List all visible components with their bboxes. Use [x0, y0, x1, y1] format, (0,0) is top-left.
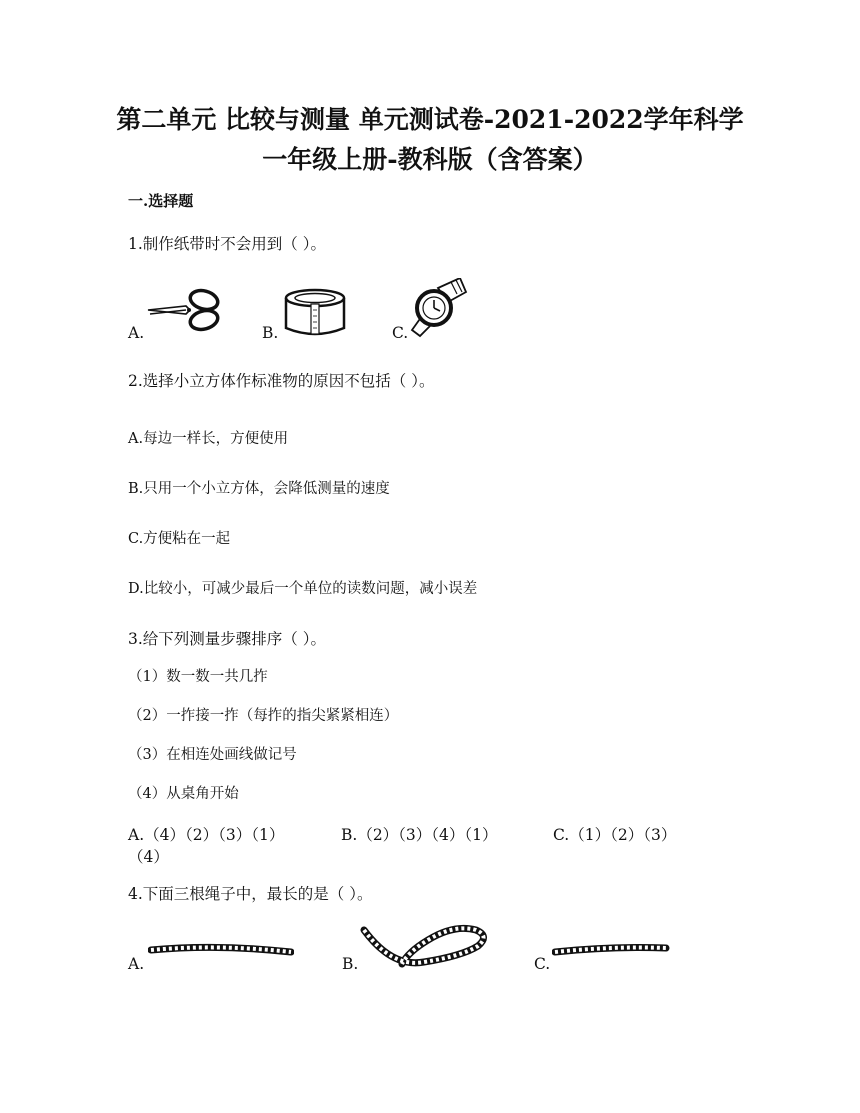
- q3-step-3: （3）在相连处画线做记号: [128, 747, 297, 763]
- q3-step-1: （1）数一数一共几拃: [128, 669, 268, 685]
- page-subtitle: 一年级上册-教科版（含答案）: [262, 145, 598, 174]
- q4-option-c-label: C.: [534, 955, 551, 973]
- q4-option-b-label: B.: [342, 955, 359, 973]
- q3-option-c-continued: （4）: [128, 848, 169, 866]
- q3-option-b: B.（2）（3）（4）（1）: [341, 826, 498, 844]
- q2-option-a: A.每边一样长，方便使用: [128, 431, 289, 447]
- rope-looped-icon: [358, 924, 492, 974]
- question-4-stem: 4.下面三根绳子中，最长的是（ ）。: [128, 885, 373, 903]
- wristwatch-icon: [408, 278, 468, 338]
- question-1-stem: 1.制作纸带时不会用到（ ）。: [128, 235, 326, 253]
- page-title: 第二单元 比较与测量 单元测试卷-2021-2022学年科学: [116, 105, 744, 134]
- scissors-icon: [146, 288, 222, 332]
- q2-option-c: C.方便粘在一起: [128, 531, 231, 547]
- rope-straight-icon: [148, 940, 294, 964]
- q2-option-b: B.只用一个小立方体，会降低测量的速度: [128, 481, 390, 497]
- section-heading: 一.选择题: [128, 192, 194, 210]
- q1-option-a-label: A.: [128, 324, 145, 342]
- q4-option-a-label: A.: [128, 955, 145, 973]
- question-3-stem: 3.给下列测量步骤排序（ ）。: [128, 630, 326, 648]
- q3-option-a: A.（4）（2）（3）（1）: [128, 826, 285, 844]
- tape-roll-icon: [284, 288, 346, 340]
- q1-option-c-label: C.: [392, 324, 409, 342]
- q3-option-c: C.（1）（2）（3）: [553, 826, 677, 844]
- q3-step-2: （2）一拃接一拃（每拃的指尖紧紧相连）: [128, 708, 399, 724]
- question-2-stem: 2.选择小立方体作标准物的原因不包括（ ）。: [128, 372, 435, 390]
- rope-short-icon: [552, 940, 670, 960]
- q1-option-b-label: B.: [262, 324, 279, 342]
- q3-step-4: （4）从桌角开始: [128, 786, 239, 802]
- q2-option-d: D.比较小，可减少最后一个单位的读数问题，减小误差: [128, 581, 478, 597]
